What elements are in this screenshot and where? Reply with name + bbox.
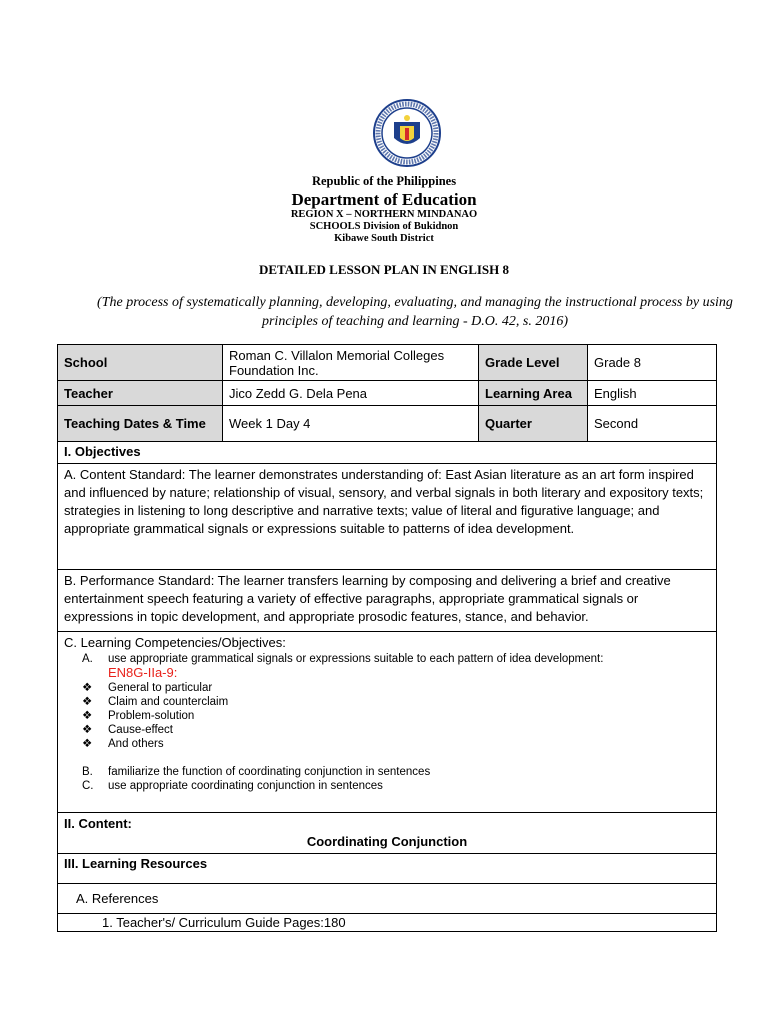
district-line: Kibawe South District <box>334 233 434 244</box>
competencies-cell <box>58 632 717 813</box>
bullet-text: Cause-effect <box>108 724 173 736</box>
competencies-list <box>64 652 710 793</box>
table-row <box>58 813 717 854</box>
table-row <box>58 464 717 570</box>
table-row <box>58 632 717 813</box>
content-topic: Coordinating Conjunction <box>306 834 468 849</box>
list-item <box>82 737 710 751</box>
bullet-text: And others <box>108 738 164 750</box>
competency-b: familiarize the function of coordinating conjunction in sentences <box>108 766 431 778</box>
list-item <box>82 709 710 723</box>
bullet-text: Problem-solution <box>108 710 195 722</box>
quarter-label: Quarter <box>479 406 588 442</box>
table-row <box>58 345 717 381</box>
competency-c: use appropriate coordinating conjunction in sentences <box>108 780 383 792</box>
competency-code: EN8G-IIa-9: <box>108 665 178 680</box>
bullet-icon: ❖ <box>82 738 93 750</box>
list-item <box>82 695 710 709</box>
bullet-icon: ❖ <box>82 710 93 722</box>
list-item <box>82 765 710 779</box>
table-row <box>58 381 717 406</box>
references-heading: A. References <box>58 884 717 914</box>
content-cell <box>58 813 717 854</box>
school-value: Roman C. Villalon Memorial Colleges Foundation Inc. <box>223 345 479 381</box>
lesson-plan-table <box>57 344 717 932</box>
teacher-value: Jico Zedd G. Dela Pena <box>223 381 479 406</box>
department-heading: Department of Education <box>291 190 477 209</box>
teaching-dates-label: Teaching Dates & Time <box>58 406 223 442</box>
list-item <box>82 723 710 737</box>
lesson-plan-title: DETAILED LESSON PLAN IN ENGLISH 8 <box>258 262 510 277</box>
deped-seal-logo <box>372 98 442 168</box>
learning-area-label: Learning Area <box>479 381 588 406</box>
content-heading: II. Content: <box>64 816 132 831</box>
table-row <box>58 406 717 442</box>
grade-level-value: Grade 8 <box>588 345 717 381</box>
plan-description: (The process of systematically planning, developing, evaluating, and managing the instructional process by using principles of teaching and learning - D.O. 42, s. 2016) <box>97 295 733 329</box>
bullet-icon: ❖ <box>82 724 93 736</box>
competencies-heading: C. Learning Competencies/Objectives: <box>64 635 286 650</box>
performance-standard: B. Performance Standard: The learner transfers learning by composing and delivering a brief and creative entertainment speech featuring a variety of effective paragraphs, appropriate grammatical signals or expressions in topic development, and appropriate prosodic features, stance, and behavior. <box>58 570 717 632</box>
learning-area-value: English <box>588 381 717 406</box>
competency-a: use appropriate grammatical signals or expressions suitable to each pattern of idea development: <box>108 653 604 665</box>
bullet-text: General to particular <box>108 682 213 694</box>
teaching-dates-value: Week 1 Day 4 <box>223 406 479 442</box>
table-row <box>58 570 717 632</box>
region-line: REGION X – NORTHERN MINDANAO <box>290 209 478 220</box>
bullet-text: Claim and counterclaim <box>108 696 229 708</box>
table-row <box>58 884 717 914</box>
guide-pages: 1. Teacher's/ Curriculum Guide Pages:180 <box>58 914 717 932</box>
item-marker: C. <box>82 780 94 792</box>
list-item <box>82 681 710 695</box>
region-block <box>0 209 768 245</box>
school-label: School <box>58 345 223 381</box>
table-row <box>58 914 717 932</box>
bullet-icon: ❖ <box>82 696 93 708</box>
table-row <box>58 854 717 884</box>
grade-level-label: Grade Level <box>479 345 588 381</box>
quarter-value: Second <box>588 406 717 442</box>
content-standard: A. Content Standard: The learner demonstrates understanding of: East Asian literature as an art form inspired and influenced by nature; relationship of visual, sensory, and verbal signals in both literary and expository texts; strategies in listening to long descriptive and narrative texts; value of literal and figurative language; and appropriate grammatical signals or expressions suitable to patterns of idea development. <box>58 464 717 570</box>
resources-heading: III. Learning Resources <box>58 854 717 884</box>
table-row <box>58 442 717 464</box>
republic-heading: Republic of the Philippines <box>311 174 457 188</box>
division-line: SCHOOLS Division of Bukidnon <box>309 221 459 232</box>
teacher-label: Teacher <box>58 381 223 406</box>
list-item <box>82 779 710 793</box>
list-item <box>82 652 710 681</box>
item-marker: B. <box>82 766 93 778</box>
objectives-heading: I. Objectives <box>58 442 717 464</box>
item-marker: A. <box>82 653 93 665</box>
bullet-icon: ❖ <box>82 682 93 694</box>
